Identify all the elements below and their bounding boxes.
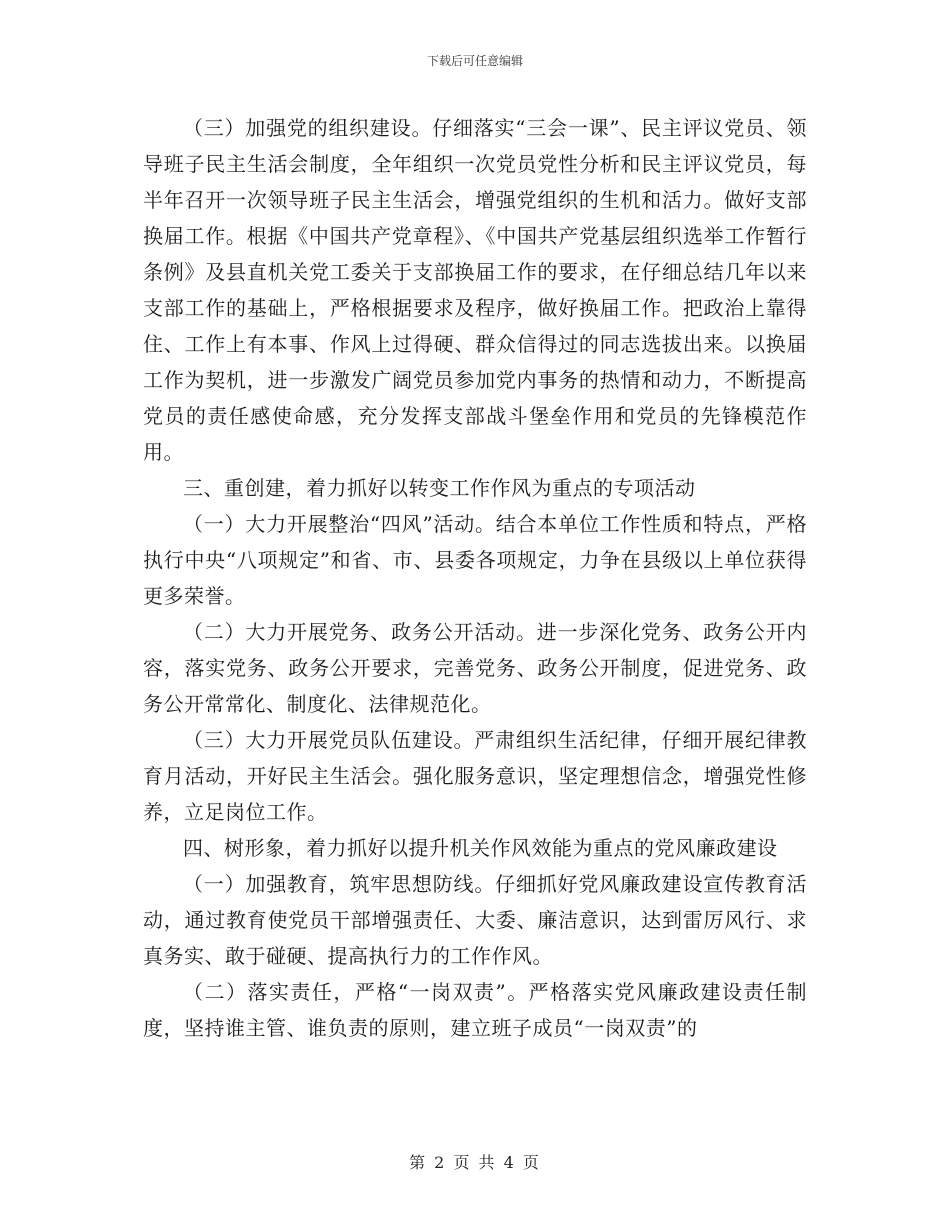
page-number: 第 2 页 共 4 页 <box>409 1153 541 1172</box>
section-heading-three: 三、重创建，着力抓好以转变工作作风为重点的专项活动 <box>183 476 696 500</box>
paragraph-responsibility: （二）落实责任，严格“一岗双责”。严格落实党风廉政建设责任制度，坚持谁主管、谁负责的原则，建立班子成员“一岗双责”的 <box>143 980 807 1040</box>
paragraph-party-organization: （三）加强党的组织建设。仔细落实“三会一课”、民主评议党员、领导班子民主生活会制度，全年组织一次党员党性分析和民主评议党员，每半年召开一次领导班子民主生活会，增强党组织的生机和活力。做好支部换届工作。根据《中国共产党章程》、《中国共产党基层组织选举工作暂行条例》及县直机关党工委关于支部换届工作的要求，在仔细总结几年以来支部工作的基础上，严格根据要求及程序，做好换届工作。把政治上靠得住、工作上有本事、作风上过得硬、群众信得过的同志选拔出来。以换届工作为契机，进一步激发广阔党员参加党内事务的热情和动力，不断提高党员的责任感使命感，充分发挥支部战斗堡垒作用和党员的先锋模范作用。 <box>143 116 807 464</box>
page-header: 下载后可任意编辑 <box>426 54 523 68</box>
paragraph-open-affairs: （二）大力开展党务、政务公开活动。进一步深化党务、政务公开内容，落实党务、政务公开要求，完善党务、政务公开制度，促进党务、政务公开常常化、制度化、法律规范化。 <box>143 620 807 716</box>
document-body <box>143 110 807 1046</box>
paragraph-member-team: （三）大力开展党员队伍建设。严肃组织生活纪律，仔细开展纪律教育月活动，开好民主生活会。强化服务意识，坚定理想信念，增强党性修养，立足岗位工作。 <box>143 728 807 824</box>
section-heading-four: 四、树形象，着力抓好以提升机关作风效能为重点的党风廉政建设 <box>183 836 778 860</box>
paragraph-education: （一）加强教育，筑牢思想防线。仔细抓好党风廉政建设宣传教育活动，通过教育使党员干部增强责任、大委、廉洁意识，达到雷厉风行、求真务实、敢于碰硬、提高执行力的工作作风。 <box>143 872 807 968</box>
paragraph-four-winds: （一）大力开展整治“四风”活动。结合本单位工作性质和特点，严格执行中央“八项规定”和省、市、县委各项规定，力争在县级以上单位获得更多荣誉。 <box>143 512 807 608</box>
